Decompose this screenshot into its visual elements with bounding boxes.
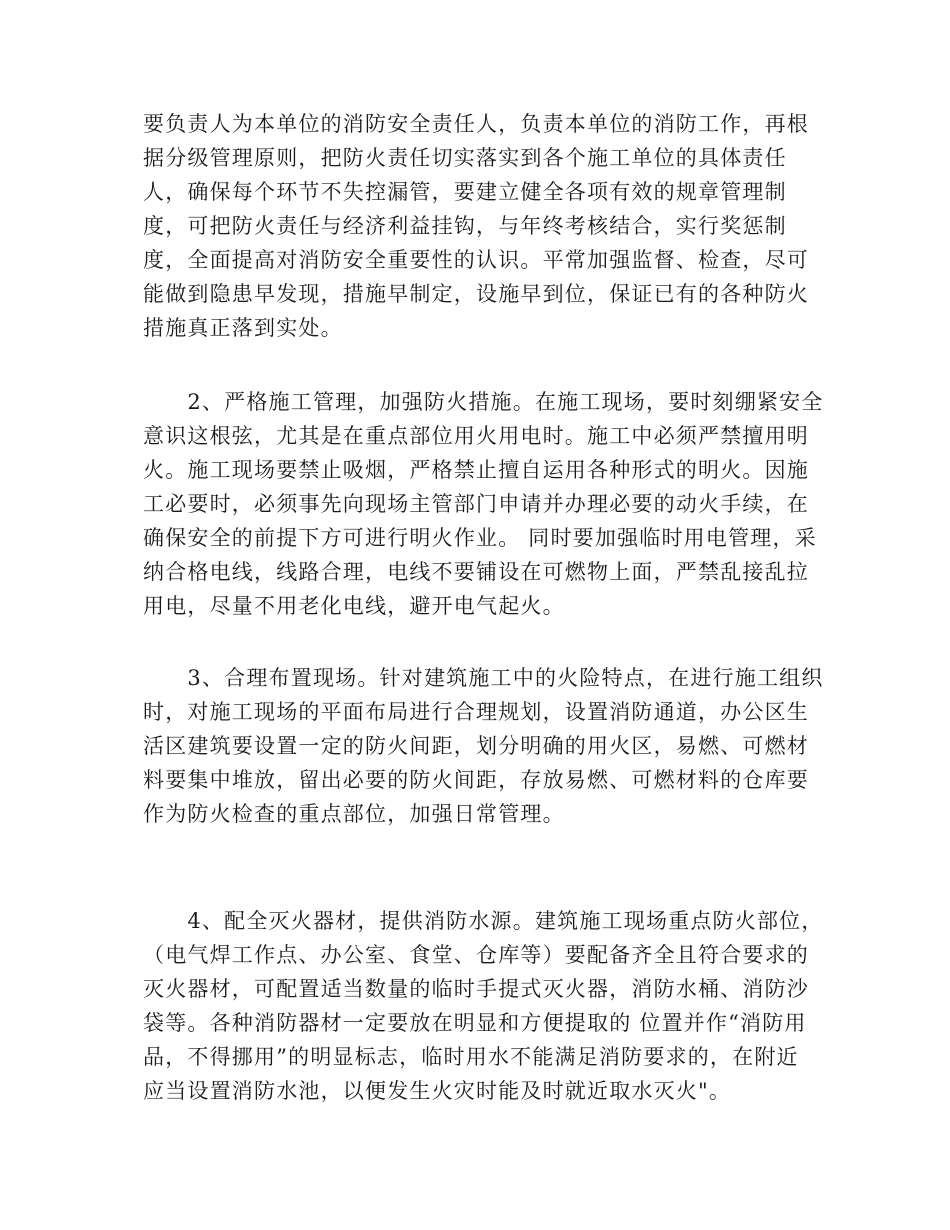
text-line: 应当设置消防水池，以便发生火灾时能及时就近取水灭火"。 (143, 1079, 732, 1103)
text-line: 活区建筑要设置一定的防火间距，划分明确的用火区，易燃、可燃材 (143, 734, 809, 758)
text-line: 时，对施工现场的平面布局进行合理规划，设置消防通道，办公区生 (143, 700, 809, 724)
text-line: （电气焊工作点、办公室、食堂、仓库等）要配备齐全且符合要求的 (143, 943, 809, 967)
paragraph-fire-equipment (143, 904, 824, 1108)
text-line: 2、严格施工管理，加强防火措施。在施工现场，要时刻绷紧安全 (143, 390, 824, 414)
text-line: 4、配全灭火器材，提供消防水源。建筑施工现场重点防火部位， (143, 909, 824, 933)
text-line: 用电，尽量不用老化电线，避开电气起火。 (143, 594, 565, 618)
paragraph-site-layout (143, 661, 824, 831)
text-line: 品，不得挪用”的明显标志，临时用水不能满足消防要求的，在附近 (143, 1045, 799, 1069)
text-line: 度，全面提高对消防安全重要性的认识。平常加强监督、检查，尽可 (143, 248, 809, 272)
text-line: 灭火器材，可配置适当数量的临时手提式灭火器，消防水桶、消防沙 (143, 977, 809, 1001)
text-line: 意识这根弦，尤其是在重点部位用火用电时。施工中必须严禁擅用明 (143, 424, 809, 448)
text-line: 火。施工现场要禁止吸烟，严格禁止擅自运用各种形式的明火。因施 (143, 458, 809, 482)
paragraph-fire-responsibility (143, 107, 813, 345)
text-line: 度，可把防火责任与经济利益挂钩，与年终考核结合，实行奖惩制 (143, 214, 787, 238)
text-line: 纳合格电线，线路合理，电线不要铺设在可燃物上面，严禁乱接乱拉 (143, 560, 809, 584)
text-line: 工必要时，必须事先向现场主管部门申请并办理必要的动火手续，在 (143, 492, 809, 516)
text-line: 据分级管理原则，把防火责任切实落实到各个施工单位的具体责任 (143, 146, 787, 170)
text-line: 袋等。各种消防器材一定要放在明显和方便提取的 位置并作“消防用 (143, 1011, 807, 1035)
text-line: 要负责人为本单位的消防安全责任人，负责本单位的消防工作，再根 (143, 112, 809, 136)
paragraph-construction-management (143, 385, 824, 623)
text-line: 能做到隐患早发现，措施早制定，设施早到位，保证已有的各种防火 (143, 282, 809, 306)
text-line: 确保安全的前提下方可进行明火作业。 同时要加强临时用电管理，采 (143, 526, 817, 550)
text-line: 料要集中堆放，留出必要的防火间距，存放易燃、可燃材料的仓库要 (143, 768, 809, 792)
text-line: 措施真正落到实处。 (143, 316, 343, 340)
text-line: 人，确保每个环节不失控漏管，要建立健全各项有效的规章管理制 (143, 180, 787, 204)
text-line: 3、合理布置现场。针对建筑施工中的火险特点，在进行施工组织 (143, 666, 824, 690)
text-line: 作为防火检查的重点部位，加强日常管理。 (143, 802, 565, 826)
